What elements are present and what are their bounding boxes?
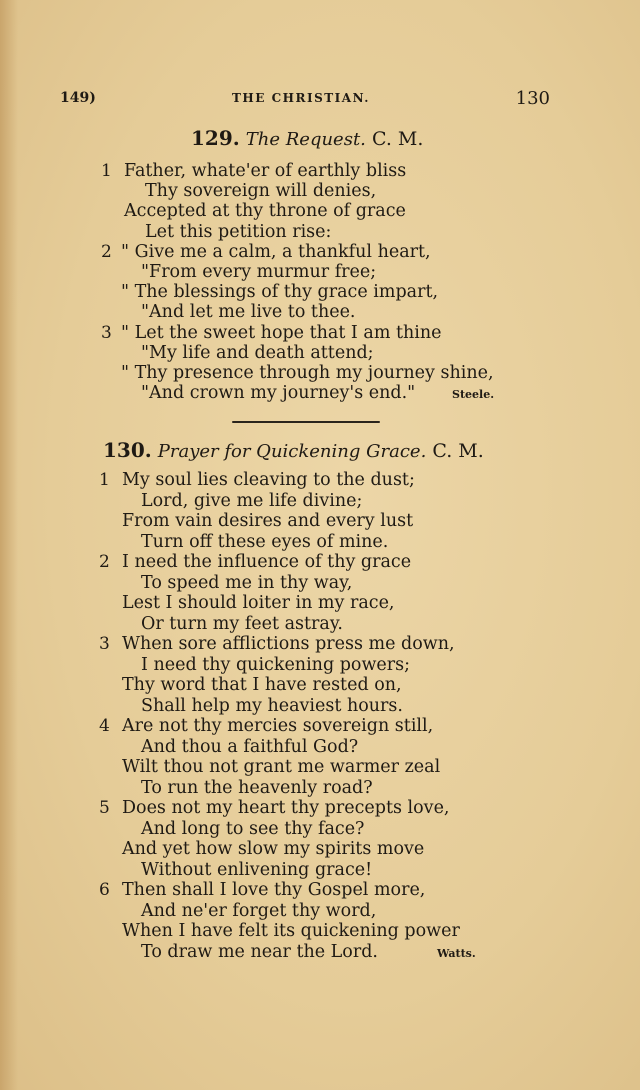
verse-number: 1 [101,161,112,181]
verse-number: 3 [101,322,112,343]
verse-line: Without enlivening grace! [141,859,373,880]
verse-line: And long to see thy face? [141,818,365,839]
verse-line: Turn off these eyes of mine. [141,531,389,552]
verse-line: Does not my heart thy precepts love, [122,798,450,818]
verse-line: My soul lies cleaving to the dust; [122,470,415,490]
verse-line: Thy word that I have rested on, [122,675,402,695]
verse-line: "My life and death attend; [141,342,374,363]
verse-line: " Give me a calm, a thankful heart, [121,241,431,262]
verse-line: "From every murmur free; [141,262,377,282]
section-divider [232,419,380,425]
verse-line: From vain desires and every lust [122,511,414,531]
verse-number: 4 [99,716,110,736]
header-page-left: 149) [60,90,96,106]
hymn-129-author: Steele. [452,388,495,401]
hymn-number: 129. [191,126,240,150]
hymn-129-title [191,126,491,150]
verse-number: 6 [99,880,110,900]
verse-line: Or turn my feet astray. [141,613,343,634]
verse-line: Wilt thou not grant me warmer zeal [122,757,441,777]
verse-line: Are not thy mercies sovereign still, [122,716,434,736]
verse-line: Lord, give me life divine; [141,490,363,511]
verse-line: " The blessings of thy grace impart, [121,282,439,303]
hymn-name: Prayer for Quickening Grace. [157,441,427,462]
verse-number: 1 [99,470,110,490]
header-running-title: THE CHRISTIAN. [232,91,370,105]
hymn-130-author: Watts. [437,947,476,960]
verse-line: Thy sovereign will denies, [145,181,377,202]
hymn-number: 130. [103,438,152,462]
verse-line: "And crown my journey's end." [141,383,416,404]
verse-line: Let this petition rise: [145,221,332,242]
verse-number: 2 [99,552,110,572]
verse-line: Father, whate'er of earthly bliss [124,161,407,181]
hymn-130-title [103,438,523,462]
header-page-number: 130 [515,88,550,109]
hymn-meter: C. M. [432,440,484,462]
verse-line: I need thy quickening powers; [141,654,411,675]
verse-line: And ne'er forget thy word, [141,900,377,921]
verse-line: Accepted at thy throne of grace [124,201,406,222]
verse-line: " Thy presence through my journey shine, [121,363,494,383]
hymn-meter: C. M. [371,128,424,150]
verse-number: 3 [99,634,110,654]
verse-line: And thou a faithful God? [141,736,359,757]
running-header [60,88,550,112]
hymn-name: The Request. [245,129,366,150]
verse-line: When I have felt its quickening power [122,921,460,941]
verse-line: " Let the sweet hope that I am thine [121,322,442,343]
verse-line: I need the influence of thy grace [122,552,412,572]
verse-number: 2 [101,241,112,262]
verse-line: And yet how slow my spirits move [122,839,425,859]
verse-line: To run the heavenly road? [141,777,373,798]
verse-line: To speed me in thy way, [141,572,353,593]
verse-line: Then shall I love thy Gospel more, [122,880,426,900]
verse-line: "And let me live to thee. [141,302,356,323]
verse-line: Lest I should loiter in my race, [122,593,395,613]
verse-line: When sore afflictions press me down, [122,634,455,654]
verse-line: To draw me near the Lord. [141,941,378,962]
page-edge-shadow [0,0,18,1090]
verse-number: 5 [99,798,110,818]
verse-line: Shall help my heaviest hours. [141,695,403,716]
